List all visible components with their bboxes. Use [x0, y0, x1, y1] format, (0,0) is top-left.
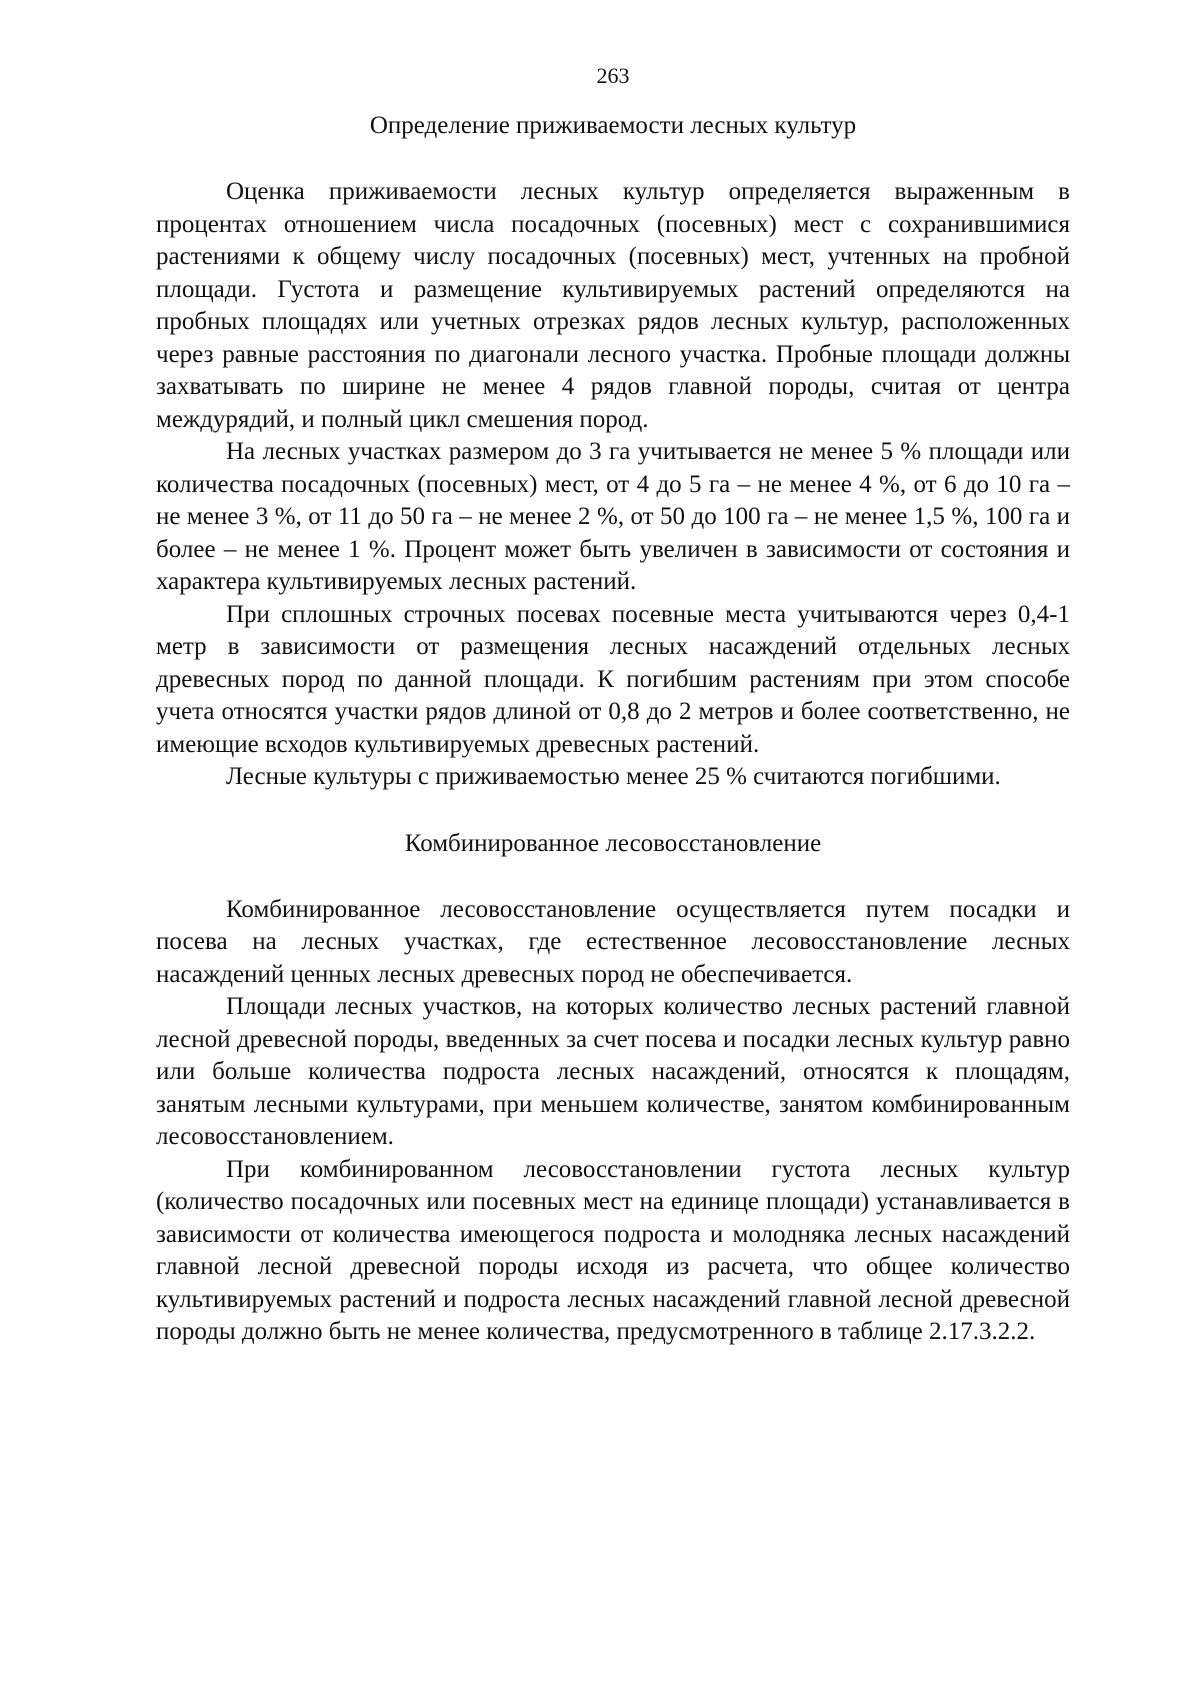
page-number: 263 [596, 63, 630, 88]
paragraph-area-classification: Площади лесных участков, на которых количество лесных растений главной лесной древесной породы, введенных за счет посева и посадки лесных культур равно или больше количества подроста лесных насаждений, относятся к площадям, занятым лесными культурами, при меньшем количестве, занятом комбинированным лесовосстановлением. [156, 993, 1070, 1150]
paragraph-survival-definition: Оценка приживаемости лесных культур определяется выраженным в процентах отношением числа посадочных (посевных) мест с сохранившимися растениями к общему числу посадочных (посевных) мест, учтенных на пробной площади. Густота и размещение культивируемых растений определяются на пробных площадях или учетных отрезках рядов лесных культур, расположенных через равные расстояния по диагонали лесного участка. Пробные площади должны захватывать по ширине не менее 4 рядов главной породы, считая от центра междурядий, и полный цикл смешения пород. [156, 178, 1070, 433]
section-title-survival-assessment: Определение приживаемости лесных культур [369, 112, 857, 139]
paragraph-row-sowing-count: При сплошных строчных посевах посевные места учитываются через 0,4-1 метр в зависимости от размещения лесных насаждений отдельных лесных древесных пород по данной площади. К погибшим растениям при этом способе учета относятся участки рядов длиной от 0,8 до 2 метров и более соответственно, не имеющие всходов культивируемых древесных растений. [156, 600, 1070, 758]
section-title-combined-reforestation: Комбинированное лесовосстановление [404, 829, 822, 857]
paragraph-combined-definition: Комбинированное лесовосстановление осуществляется путем посадки и посева на лесных участках, где естественное лесовосстановление лесных насаждений ценных лесных древесных пород не обеспечивается. [156, 895, 1070, 988]
paragraph-density-calculation: При комбинированном лесовосстановлении густота лесных культур (количество посадочных или посевных мест на единице площади) устанавливается в зависимости от количества имеющегося подроста и молодняка лесных насаждений главной лесной древесной породы исходя из расчета, что общее количество культивируемых растений и подроста лесных насаждений главной лесной древесной породы должно быть не менее количества, предусмотренного в таблице 2.17.3.2.2. [156, 1155, 1070, 1345]
paragraph-sample-area-percent: На лесных участках размером до 3 га учитывается не менее 5 % площади или количества посадочных (посевных) мест, от 4 до 5 га – не менее 4 %, от 6 до 10 га – не менее 3 %, от 11 до 50 га – не менее 2 %, от 50 до 100 га – не менее 1,5 %, 100 га и более – не менее 1 %. Процент может быть увеличен в зависимости от состояния и характера культивируемых лесных растений. [156, 438, 1070, 595]
document-page [156, 62, 1070, 1349]
paragraph-dead-cultures: Лесные культуры с приживаемостью менее 25 % считаются погибшими. [226, 763, 1001, 790]
